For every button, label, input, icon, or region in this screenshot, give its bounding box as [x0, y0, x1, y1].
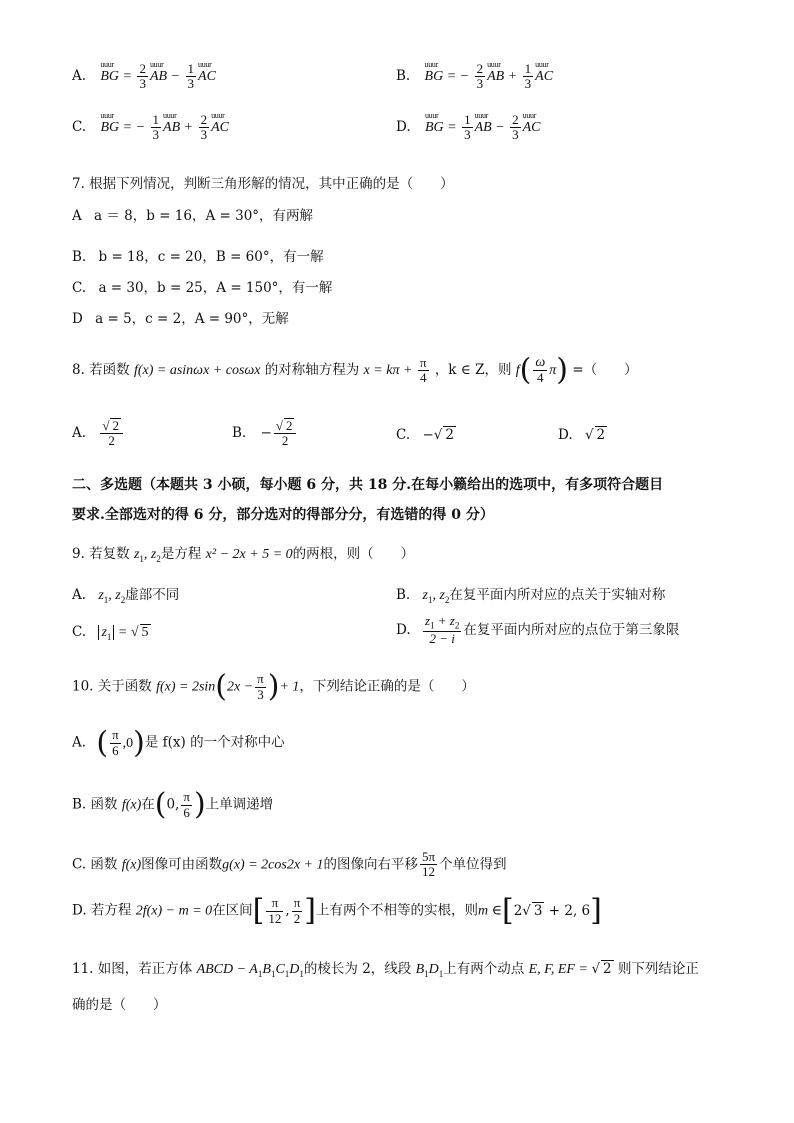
option-label: C. — [72, 280, 87, 296]
option-text: b = 18，c = 20，B = 60°，有一解 — [98, 249, 324, 265]
q9-option-d[interactable]: D. $\frac{z_1 + z_2}{2 - i}$ 在复平面内所对应的点位于第三象限 — [396, 613, 680, 647]
option-text: a ＝ 8，b = 16，A = 30°，有两解 — [94, 208, 314, 224]
q9-option-c[interactable]: C. $z_1$ = √ 5 — [72, 624, 149, 642]
option-label: B. — [396, 68, 411, 85]
option-label: C. — [72, 119, 87, 136]
option-label: B. — [72, 249, 87, 265]
section-heading-line1: 二、多选题（本题共 3 小硕，每小题 6 分，共 18 分.在每小籁给出的选项中，有多项符合题目 — [72, 477, 664, 493]
q7-option-c[interactable] — [72, 276, 332, 296]
option-text: 是 f(x) 的一个对称中心 — [144, 734, 285, 751]
option-text: 在复平面内所对应的点位于第三象限 — [463, 621, 680, 638]
option-text: a = 5，c = 2，A = 90°，无解 — [95, 311, 289, 327]
q6-option-a[interactable] — [72, 62, 216, 92]
option-label: A. — [72, 424, 87, 441]
option-label: C. — [72, 624, 87, 640]
q8-option-d[interactable]: D. √ 2 — [558, 427, 606, 443]
option-text: 上单调递增 — [205, 796, 274, 813]
q7-option-b[interactable] — [72, 245, 324, 265]
section-heading-line2: 要求.全部选对的得 6 分，部分选对的得部分分，有选错的得 0 分） — [72, 507, 494, 523]
q9-option-b[interactable]: B. $z_1$, $z_2$在复平面内所对应的点关于实轴对称 — [396, 587, 666, 605]
q7-option-a[interactable] — [72, 204, 313, 224]
q8-option-b[interactable]: B. − $\frac{√ 2}{2}$ — [232, 418, 298, 449]
option-label: A — [72, 208, 82, 224]
vector-expression: uuur BG = − $\frac{1}{3}$ uuur AB + $\frac{2}{3}$ uuur AC — [100, 120, 229, 135]
option-label: B. — [232, 424, 247, 441]
option-label: D — [72, 311, 83, 327]
q10-option-c[interactable]: C. 函数 f(x)图像可由函数g(x) = 2cos2x + 1的图像向右平移 $\frac{5\pi}{12}$ 个单位得到 — [72, 849, 507, 880]
q10-option-a[interactable]: A. ( $\frac{\pi}{6}$ ,0)是 f(x) 的一个对称中心 — [72, 725, 285, 760]
option-label: A. — [72, 68, 87, 85]
q8-option-a[interactable]: A. $\frac{√ 2}{2}$ — [72, 418, 125, 449]
q11-line1: 11. 如图，若正方体 ABCD − $A_1B_1C_1D_1$的棱长为 2，线段 $B_1D_1$上有两个动点 E, F, EF = √ 2 则下列结论正 — [72, 961, 699, 979]
vector-expression: uuur BG = $\frac{2}{3}$ uuur AB − $\frac{1}{3}$ uuur AC — [100, 69, 216, 84]
option-label: D. 若方程 — [72, 902, 132, 919]
q6-option-c[interactable] — [72, 113, 229, 143]
q10-option-b[interactable]: B. 函数 f(x)在(0, $\frac{\pi}{6}$ )上单调递增 — [72, 787, 274, 822]
q8-stem: 8. 若函数 f(x) = asinωx + cosωx 的对称轴方程为 x = kπ + $\frac{\pi}{4}$ ，k ∈ Z，则 f( $\frac{\omega}{4}$ π) =（ ） — [72, 352, 638, 388]
vector-expression: uuur BG = $\frac{1}{3}$ uuur AB − $\frac{2}{3}$ uuur AC — [425, 120, 541, 135]
option-text: a = 30，b = 25，A = 150°，有一解 — [98, 280, 333, 296]
option-label: D. — [558, 427, 573, 443]
option-label: C. 函数 — [72, 856, 118, 873]
option-label: A. — [72, 734, 87, 751]
q7-stem: 7. 根据下列情况，判断三角形解的情况，其中正确的是（ ） — [72, 176, 454, 192]
q10-stem: 10. 关于函数 f(x) = 2sin(2x − $\frac{\pi}{3}$ )+ 1，下列结论正确的是（ ） — [72, 669, 475, 704]
option-text: 虚部不同 — [125, 587, 180, 603]
vector-expression: uuur BG = − $\frac{2}{3}$ uuur AB + $\frac{1}{3}$ uuur AC — [425, 69, 554, 84]
option-text: 在复平面内所对应的点关于实轴对称 — [449, 587, 666, 603]
q8-option-c[interactable]: C. −√ 2 — [396, 427, 454, 443]
option-label: D. — [396, 119, 411, 136]
q6-option-b[interactable] — [396, 62, 553, 92]
q6-option-d[interactable] — [396, 113, 541, 143]
q11-line2: 确的是（ ） — [72, 997, 167, 1013]
q10-option-d[interactable]: D. 若方程 2f(x) − m = 0在区间[ $\frac{\pi}{12}$ , $\frac{\pi}{2}$ ]上有两个不相等的实根，则m ∈[2√ 3 + 2, 6] — [72, 893, 602, 928]
q9-option-a[interactable]: A. $z_1$, $z_2$虚部不同 — [72, 587, 180, 605]
option-label: B. — [396, 587, 411, 603]
function-expression: f(x) = asinωx + cosωx — [133, 362, 261, 378]
option-label: C. — [396, 427, 411, 443]
q9-stem: 9. 若复数 $z_1$, $z_2$是方程 x² − 2x + 5 = 0的两根，则（ ） — [72, 546, 415, 564]
option-label: D. — [396, 621, 411, 638]
q7-option-d[interactable] — [72, 307, 289, 327]
option-label: B. 函数 — [72, 796, 118, 813]
option-label: A. — [72, 587, 87, 603]
